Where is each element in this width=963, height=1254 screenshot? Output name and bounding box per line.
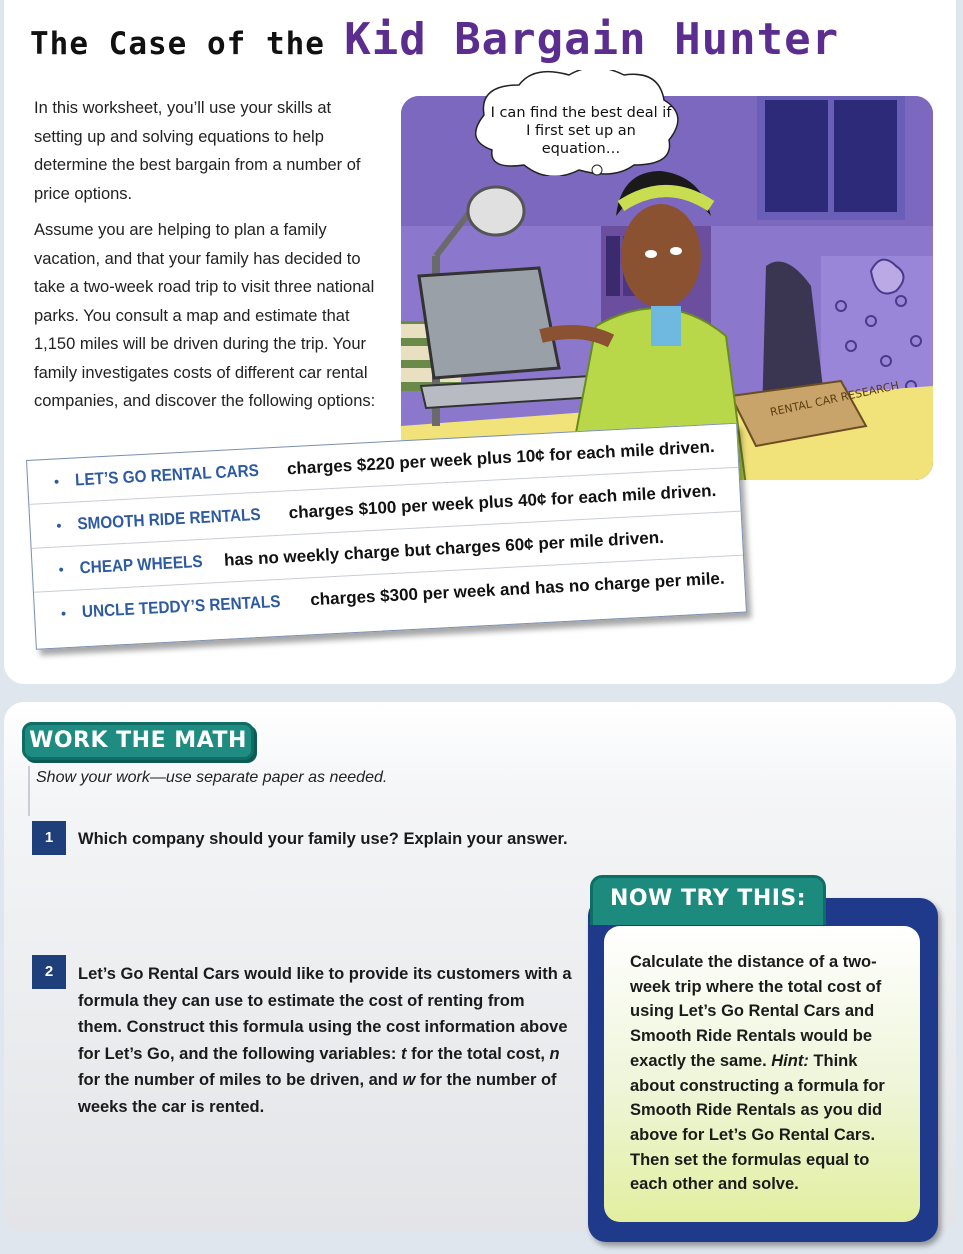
rental-options-card (26, 423, 747, 650)
work-the-math-heading: WORK THE MATH (22, 722, 254, 760)
rental-company-pricing: charges $100 per week plus 40¢ for each mile driven. (288, 480, 717, 522)
question-2-text-part: for the number of weeks the car is rented. (78, 1071, 557, 1116)
rental-company-name: CHEAP WHEELS (79, 551, 203, 577)
question-2-text-part: for the number of miles to be driven, and (78, 1071, 403, 1089)
variable-w: w (402, 1071, 416, 1089)
rental-company-name: UNCLE TEDDY’S RENTALS (81, 591, 281, 622)
question-2-text-part: for the total cost, (406, 1044, 550, 1063)
title-part-2: Kid Bargain Hunter (344, 14, 840, 65)
title-part-1: The Case of the (30, 26, 325, 62)
rental-company-name: LET’S GO RENTAL CARS (74, 460, 260, 489)
now-try-this-text (630, 950, 900, 1197)
thought-bubble-text: I can find the best deal if I first set up an equation… (490, 105, 672, 157)
question-2-text (78, 961, 572, 1120)
now-try-this-heading: NOW TRY THIS: (590, 875, 826, 925)
question-number-badge: 1 (32, 821, 66, 855)
hint-label: Hint: (771, 1051, 809, 1070)
variable-n: n (549, 1044, 560, 1063)
bullet-icon: • (53, 472, 60, 490)
question-2-text-part: Let’s Go Rental Cars would like to provide its customers with a formula they can use to estimate the cost of renting from them. Construct this formula using the cost information above for Let’s Go, and the following variables: (78, 965, 572, 1063)
now-try-this-text-part: Think about constructing a formula for Smooth Ride Rentals as you did above for Let’s Go Rental Cars. Then set the formulas equal to each other and solve. (630, 1051, 885, 1194)
intro-paragraph-1: In this worksheet, you’ll use your skills at setting up and solving equations to help determine the best bargain from a number of price options. (34, 99, 361, 203)
divider (28, 766, 30, 816)
variable-t: t (401, 1044, 407, 1063)
question-number-badge: 2 (32, 955, 66, 989)
rental-company-pricing: charges $300 per week and has no charge per mile. (309, 568, 726, 610)
rental-company-name: SMOOTH RIDE RENTALS (76, 504, 261, 533)
intro-paragraph-2: Assume you are helping to plan a family vacation, and that your family has decided to take a two-week road trip to visit three national parks. You consult a map and estimate that 1,150 miles will be driven during the trip. Your family investigates costs of different car rental companies, and discover the following options: (34, 221, 376, 410)
bullet-icon: • (58, 560, 65, 577)
question-1-text: Which company should your family use? Explain your answer. (78, 830, 568, 848)
bullet-icon: • (56, 516, 62, 533)
page-title (30, 14, 950, 65)
bullet-icon: • (60, 605, 67, 622)
intro-text (34, 94, 379, 424)
folder-label: RENTAL CAR RESEARCH (768, 378, 901, 419)
rental-company-pricing: has no weekly charge but charges 60¢ per mile driven. (223, 527, 665, 570)
now-try-this-text-part: Calculate the distance of a two-week trip where the total cost of using Let’s Go Rental Cars and Smooth Ride Rentals would be exactly the same. (630, 953, 882, 1070)
rental-company-pricing: charges $220 per week plus 10¢ for each mile driven. (286, 436, 715, 478)
work-the-math-subtitle: Show your work—use separate paper as needed. (36, 769, 388, 786)
